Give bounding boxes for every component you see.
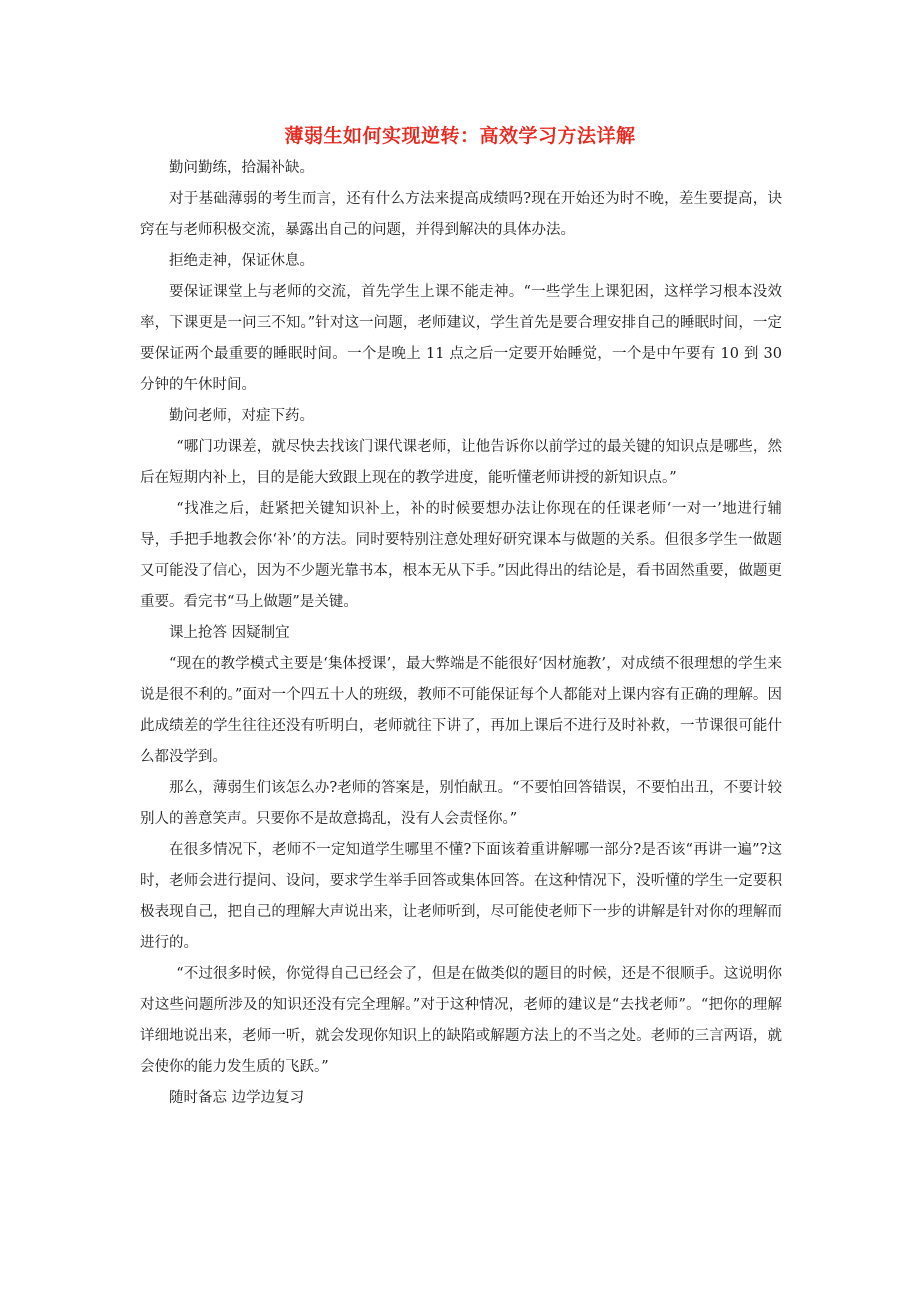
quote-paragraph: “哪门功课差，就尽快去找该门课代课老师，让他告诉你以前学过的最关键的知识点是哪些，然后在短期内补上，目的是能大致跟上现在的教学进度，能听懂老师讲授的新知识点。” bbox=[140, 439, 782, 486]
quote-paragraph: “找准之后，赶紧把关键知识补上，补的时候要想办法让你现在的任课老师‘一对一’地进行辅导，手把手地教会你‘补’的方法。同时要特别注意处理好研究课本与做题的关系。但很多学生一做题又可能没了信心，因为不少题光靠书本，根本无从下手。”因此得出的结论是，看书固然重要，做题更重要。看完书“马上做题”是关键。 bbox=[140, 501, 782, 610]
quote-paragraph: “不过很多时候，你觉得自己已经会了，但是在做类似的题目的时候，还是不很顺手。这说明你对这些问题所涉及的知识还没有完全理解。”对于这种情况，老师的建议是“去找老师”。“把你的理解详细地说出来，老师一听，就会发现你知识上的缺陷或解题方法上的不当之处。老师的三言两语，就会使你的能力发生质的飞跃。” bbox=[140, 966, 782, 1075]
section-heading: 勤问老师，对症下药。 bbox=[169, 408, 314, 424]
section-heading: 随时备忘 边学边复习 bbox=[169, 1090, 305, 1106]
document-title: 薄弱生如何实现逆转：高效学习方法详解 bbox=[284, 125, 636, 147]
section-heading: 勤问勤练，拾漏补缺。 bbox=[169, 160, 314, 176]
body-paragraph: 那么，薄弱生们该怎么办?老师的答案是，别怕献丑。“不要怕回答错误，不要怕出丑，不要计较别人的善意笑声。只要你不是故意捣乱，没有人会责怪你。” bbox=[140, 780, 782, 827]
body-paragraph: 在很多情况下，老师不一定知道学生哪里不懂?下面该着重讲解哪一部分?是否该“再讲一遍”?这时，老师会进行提问、设问，要求学生举手回答或集体回答。在这种情况下，没听懂的学生一定要积极表现自己，把自己的理解大声说出来，让老师听到，尽可能使老师下一步的讲解是针对你的理解而进行的。 bbox=[140, 842, 782, 951]
section-heading: 课上抢答 因疑制宜 bbox=[169, 625, 290, 641]
section-heading: 拒绝走神，保证休息。 bbox=[169, 253, 314, 269]
document-body bbox=[140, 153, 782, 1114]
body-paragraph: 要保证课堂上与老师的交流，首先学生上课不能走神。“一些学生上课犯困，这样学习根本没效率，下课更是一问三不知。”针对这一问题，老师建议，学生首先是要合理安排自己的睡眠时间，一定要保证两个最重要的睡眠时间。一个是晚上 11 点之后一定要开始睡觉，一个是中午要有 10 到 30 分钟的午休时间。 bbox=[140, 284, 782, 393]
body-paragraph: 对于基础薄弱的考生而言，还有什么方法来提高成绩吗?现在开始还为时不晚，差生要提高，诀窍在与老师积极交流，暴露出自己的问题，并得到解决的具体办法。 bbox=[140, 191, 782, 238]
body-paragraph: “现在的教学模式主要是‘集体授课’，最大弊端是不能很好‘因材施教’，对成绩不很理想的学生来说是很不利的。”面对一个四五十人的班级，教师不可能保证每个人都能对上课内容有正确的理解。因此成绩差的学生往往还没有听明白，老师就往下讲了，再加上课后不进行及时补救，一节课很可能什么都没学到。 bbox=[140, 656, 782, 765]
